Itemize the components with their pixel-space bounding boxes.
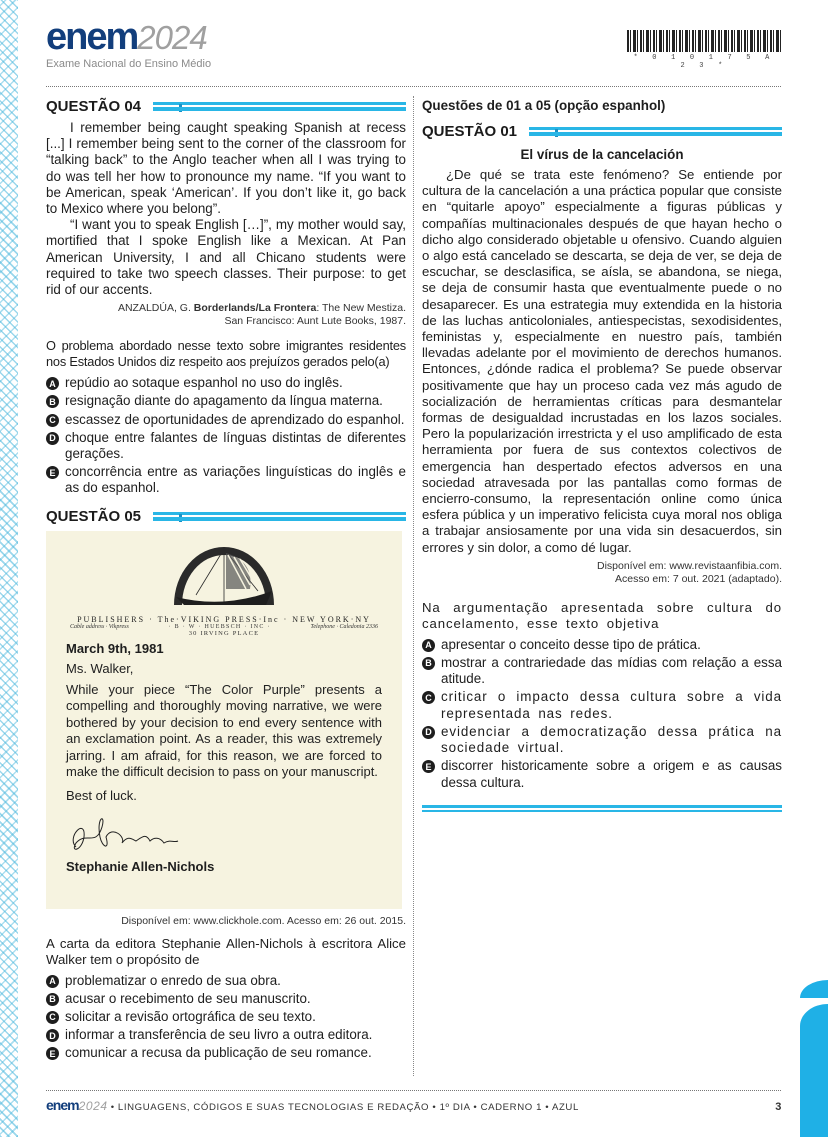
passage-paragraph: I remember being caught speaking Spanish at recess [...] I remember being sent to the corner of the classroom for “talking back” to the Anglo teacher when all I was trying to do was tell her how to pronounce my name. “If you want to be American, speak ‘American’. If you don’t like it, go back to Mexico where you belong”. <box>46 120 406 217</box>
question-prompt: A carta da editora Stephanie Allen-Nichols à escritora Alice Walker tem o propósito de <box>46 935 406 967</box>
letter-salutation: Ms. Walker, <box>66 660 134 676</box>
passage-paragraph: “I want you to speak English […]”, my mother would say, mortified that I spoke English like a Mexican. At Pan American University, I and all Chicano students were required to take two speech classes. Their purpose: to get rid of our accents. <box>46 217 406 298</box>
letter-body: While your piece “The Color Purple” presents a compelling and thoroughly moving narrative, we were bothered by your decision to end every sentence with an exclamation point. As a reader, this was extremely jarring. I am afraid, for this reason, we are forced to make the difficult decision to pass on your manuscript. <box>66 681 382 780</box>
letterhead-details: Cable address · Vikpress · B · W · HUEBSCH · INC · Telephone · Caledonia 2336 <box>70 623 378 630</box>
section-heading: Questões de 01 a 05 (opção espanhol) <box>422 98 666 113</box>
option-d[interactable]: D choque entre falantes de línguas distintas de diferentes gerações. <box>46 430 406 462</box>
option-a[interactable]: A problematizar o enredo de sua obra. <box>46 973 406 989</box>
option-b[interactable]: B acusar o recebimento de seu manuscrito. <box>46 991 406 1007</box>
letter-date: March 9th, 1981 <box>66 640 164 656</box>
question-end-bar <box>422 805 782 812</box>
option-letter-badge: A <box>422 639 435 652</box>
option-letter-badge: C <box>422 691 435 704</box>
corner-tab-decoration <box>800 980 828 1137</box>
letter-image <box>46 531 402 909</box>
answer-options <box>46 375 406 496</box>
title-bar-decoration <box>153 512 406 521</box>
footer-text: • LINGUAGENS, CÓDIGOS E SUAS TECNOLOGIAS E REDAÇÃO • 1º DIA • CADERNO 1 • AZUL <box>110 1102 579 1113</box>
bibliographic-reference: ANZALDÚA, G. Borderlands/La Frontera: The New Mestiza. San Francisco: Aunt Lute Books, 1987. <box>117 302 406 328</box>
source-reference: Disponível em: www.clickhole.com. Acesso em: 26 out. 2015. <box>121 914 406 927</box>
question-title: QUESTÃO 04 <box>46 96 406 116</box>
letterhead-address: 30 IRVING PLACE <box>188 629 260 637</box>
option-a[interactable]: A apresentar o conceito desse tipo de prática. <box>422 637 782 653</box>
source-reference: Disponível em: www.revistaanfibia.com. Acesso em: 7 out. 2021 (adaptado). <box>597 559 782 585</box>
option-letter-badge: C <box>46 1011 59 1024</box>
letter-closing: Best of luck. <box>66 787 137 803</box>
right-column <box>422 96 782 812</box>
page-header <box>46 18 211 70</box>
question-prompt: O problema abordado nesse texto sobre imigrantes residentes nos Estados Unidos diz respeito aos prejuízos gerados pelo(a) <box>46 338 406 370</box>
signature-icon <box>66 807 382 855</box>
option-e[interactable]: E comunicar a recusa da publicação de seu romance. <box>46 1045 406 1061</box>
decorative-side-pattern <box>0 0 18 1137</box>
option-d[interactable]: D evidenciar a democratização dessa prática na sociedade virtual. <box>422 724 782 756</box>
letter-signer: Stephanie Allen-Nichols <box>66 858 215 874</box>
viking-ship-icon <box>166 539 282 609</box>
barcode-icon <box>627 30 781 52</box>
option-letter-badge: D <box>46 432 59 445</box>
option-b[interactable]: B mostrar a contrariedade das mídias com relação a essa atitude. <box>422 655 782 687</box>
passage-paragraph: ¿De qué se trata este fenómeno? Se entiende por cultura de la cancelación a una práctica popular que consiste en “quitarle apoyo” especialmente a figuras públicas y compañías multinacionales después de que hayan hecho o dicho algo considerado objetable u ofensivo. Cuando alguien o algo está cancelado se descarta, se deja de ver, se deja de escuchar, se desclasifica, se aísla, se abandona, se niega, se deja de consumir hasta que eventualmente puede o no desaparecer. Es una estrategia muy extendida en la historia de las luchas anticoloniales, antiespecistas, sexodisidentes, feministas y, especialmente en nuestro país, también llevadas adelante por el movimiento de derechos humanos. Entonces, ¿dónde radica el problema? Se puede observar positivamente que hay un proceso cada vez más agudo de socialización de herramientas críticas para desmantelar formas de desigualdad incrustadas en los lazos sociales. Pero la popularización irrestricta y el uso amplificado de esta herramienta por fuera de sus contextos colectivos de emergencia han despertado efectos adversos en una sociedad atravesada por las pantallas como formas de encierro-consumo, la representación online como única esfera pública y un imperativo felicista cuya moral nos obliga a trabajar ansiosamente por una vida sin desacuerdos, sin errores y sin dolor, a como dé lugar. <box>422 167 782 555</box>
title-bar-decoration <box>529 127 782 136</box>
option-letter-badge: C <box>46 414 59 427</box>
question-04 <box>46 96 406 497</box>
logo-year-text: 2024 <box>137 19 207 56</box>
question-title: QUESTÃO 01 <box>422 121 782 141</box>
question-prompt: Na argumentação apresentada sobre cultura do cancelamento, esse texto objetiva <box>422 599 782 631</box>
option-letter-badge: B <box>46 993 59 1006</box>
header-divider <box>46 86 781 87</box>
option-b[interactable]: B resignação diante do apagamento da língua materna. <box>46 393 406 409</box>
question-title: QUESTÃO 05 <box>46 507 406 527</box>
option-letter-badge: B <box>46 395 59 408</box>
footer-logo-year: 2024 <box>78 1099 108 1113</box>
answer-options <box>422 637 782 791</box>
answer-options <box>46 973 406 1062</box>
footer-logo-enem: enem <box>46 1097 79 1113</box>
option-letter-badge: E <box>46 1047 59 1060</box>
passage-title: El vírus de la cancelación <box>520 147 684 162</box>
option-letter-badge: B <box>422 657 435 670</box>
logo-enem-text: enem <box>46 16 138 58</box>
footer-divider <box>46 1090 781 1091</box>
option-letter-badge: D <box>46 1029 59 1042</box>
question-05 <box>46 507 406 1062</box>
question-01 <box>422 121 782 812</box>
option-letter-badge: A <box>46 975 59 988</box>
enem-logo <box>46 18 211 56</box>
column-divider <box>413 96 414 1076</box>
barcode <box>627 30 781 70</box>
page-number: 3 <box>775 1101 782 1113</box>
title-bar-decoration <box>153 102 406 111</box>
left-column <box>46 96 406 1064</box>
option-d[interactable]: D informar a transferência de seu livro a outra editora. <box>46 1027 406 1043</box>
page-footer <box>46 1097 782 1113</box>
letterhead-publisher: PUBLISHERS · The·VIKING PRESS·Inc · NEW YORK·NY <box>77 614 371 624</box>
option-a[interactable]: A repúdio ao sotaque espanhol no uso do inglês. <box>46 375 406 391</box>
option-letter-badge: E <box>422 760 435 773</box>
option-c[interactable]: C escassez de oportunidades de aprendizado do espanhol. <box>46 412 406 428</box>
option-e[interactable]: E concorrência entre as variações linguísticas do inglês e as do espanhol. <box>46 464 406 496</box>
option-letter-badge: A <box>46 377 59 390</box>
option-letter-badge: E <box>46 466 59 479</box>
option-c[interactable]: C solicitar a revisão ortográfica de seu texto. <box>46 1009 406 1025</box>
option-c[interactable]: C criticar o impacto dessa cultura sobre a vida representada nas redes. <box>422 689 782 721</box>
option-letter-badge: D <box>422 726 435 739</box>
barcode-text: * 0 1 0 1 7 5 A 2 3 * <box>633 54 775 70</box>
logo-subtitle: Exame Nacional do Ensino Médio <box>46 58 212 70</box>
option-e[interactable]: E discorrer historicamente sobre a origem e as causas dessa cultura. <box>422 758 782 790</box>
